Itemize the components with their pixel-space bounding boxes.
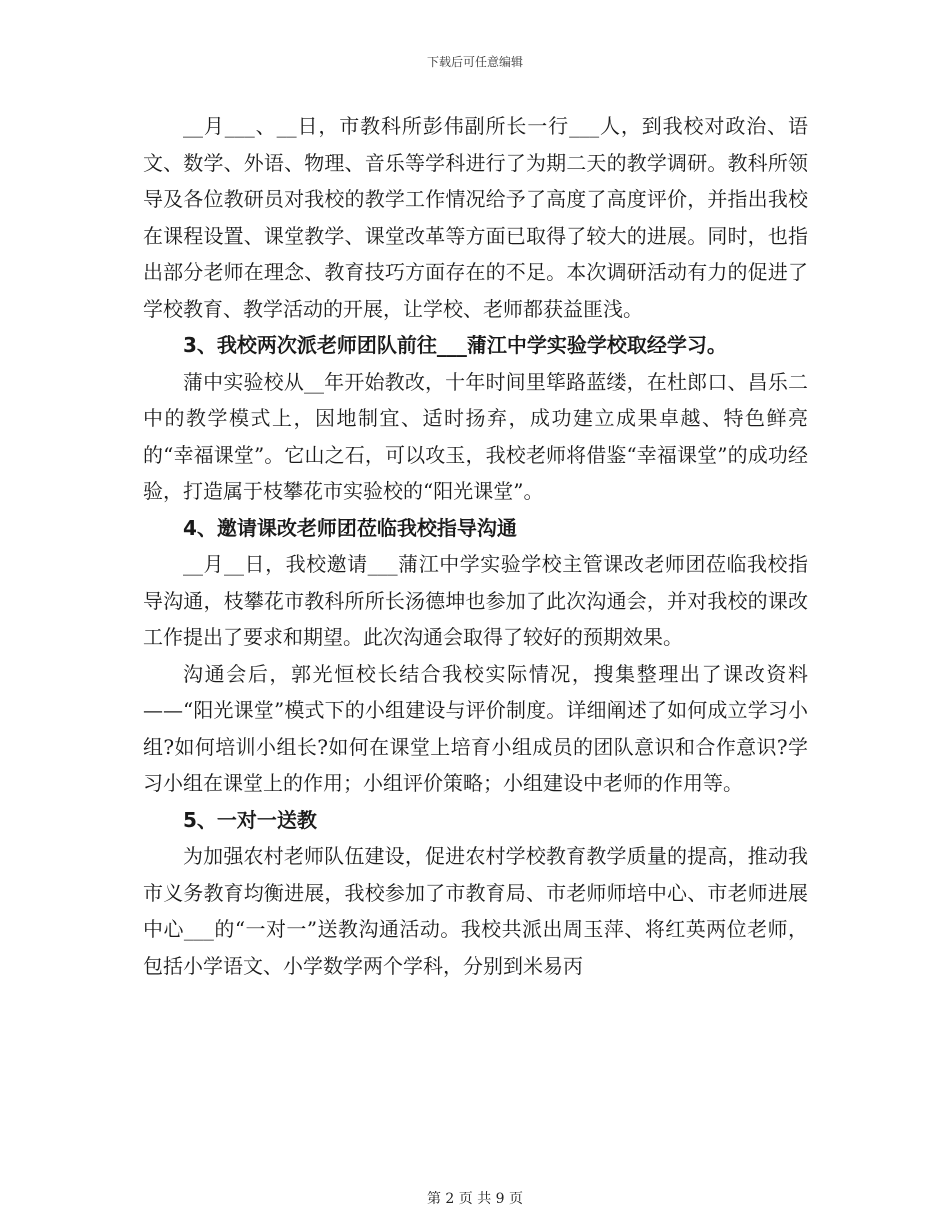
paragraph-rural-teaching: 为加强农村老师队伍建设，促进农村学校教育教学质量的提高，推动我市义务教育均衡进展，我校参加了市教育局、市老师师培中心、市老师进展中心___的“一对一”送教沟通活动。我校共派出周玉萍、将红英两位老师，包括小学语文、小学数学两个学科，分别到米易丙 xyxy=(143,844,808,978)
page-footer: 第 2 页 共 9 页 xyxy=(426,1191,524,1207)
document-body xyxy=(143,108,808,984)
section-heading-4: 4、邀请课改老师团莅临我校指导沟通 xyxy=(183,515,517,540)
section-heading-5: 5、一对一送教 xyxy=(183,807,317,832)
paragraph-materials: 沟通会后，郭光恒校长结合我校实际情况，搜集整理出了课改资料——“阳光课堂”模式下的小组建设与评价制度。详细阐述了如何成立学习小组?如何培训小组长?如何在课堂上培育小组成员的团队意识和合作意识?学习小组在课堂上的作用；小组评价策略；小组建设中老师的作用等。 xyxy=(143,661,808,795)
paragraph-invitation: __月__日，我校邀请___蒲江中学实验学校主管课改老师团莅临我校指导沟通，枝攀花市教科所所长汤德坤也参加了此次沟通会，并对我校的课改工作提出了要求和期望。此次沟通会取得了较好的预期效果。 xyxy=(143,552,808,649)
page-header: 下载后可任意编辑 xyxy=(426,55,523,69)
paragraph-research-visit: __月___、__日，市教科所彭伟副所长一行___人，到我校对政治、语文、数学、外语、物理、音乐等学科进行了为期二天的教学调研。教科所领导及各位教研员对我校的教学工作情况给予了高度了高度评价，并指出我校在课程设置、课堂教学、课堂改革等方面已取得了较大的进展。同时，也指出部分老师在理念、教育技巧方面存在的不足。本次调研活动有力的促进了学校教育、教学活动的开展，让学校、老师都获益匪浅。 xyxy=(143,114,808,321)
paragraph-pujiang-reform: 蒲中实验校从__年开始教改，十年时间里筚路蓝缕，在杜郎口、昌乐二中的教学模式上，因地制宜、适时扬弃，成功建立成果卓越、特色鲜亮的“幸福课堂”。它山之石，可以攻玉，我校老师将借鉴“幸福课堂”的成功经验，打造属于枝攀花市实验校的“阳光课堂”。 xyxy=(143,369,808,503)
section-heading-3: 3、我校两次派老师团队前往___蒲江中学实验学校取经学习。 xyxy=(183,333,727,357)
